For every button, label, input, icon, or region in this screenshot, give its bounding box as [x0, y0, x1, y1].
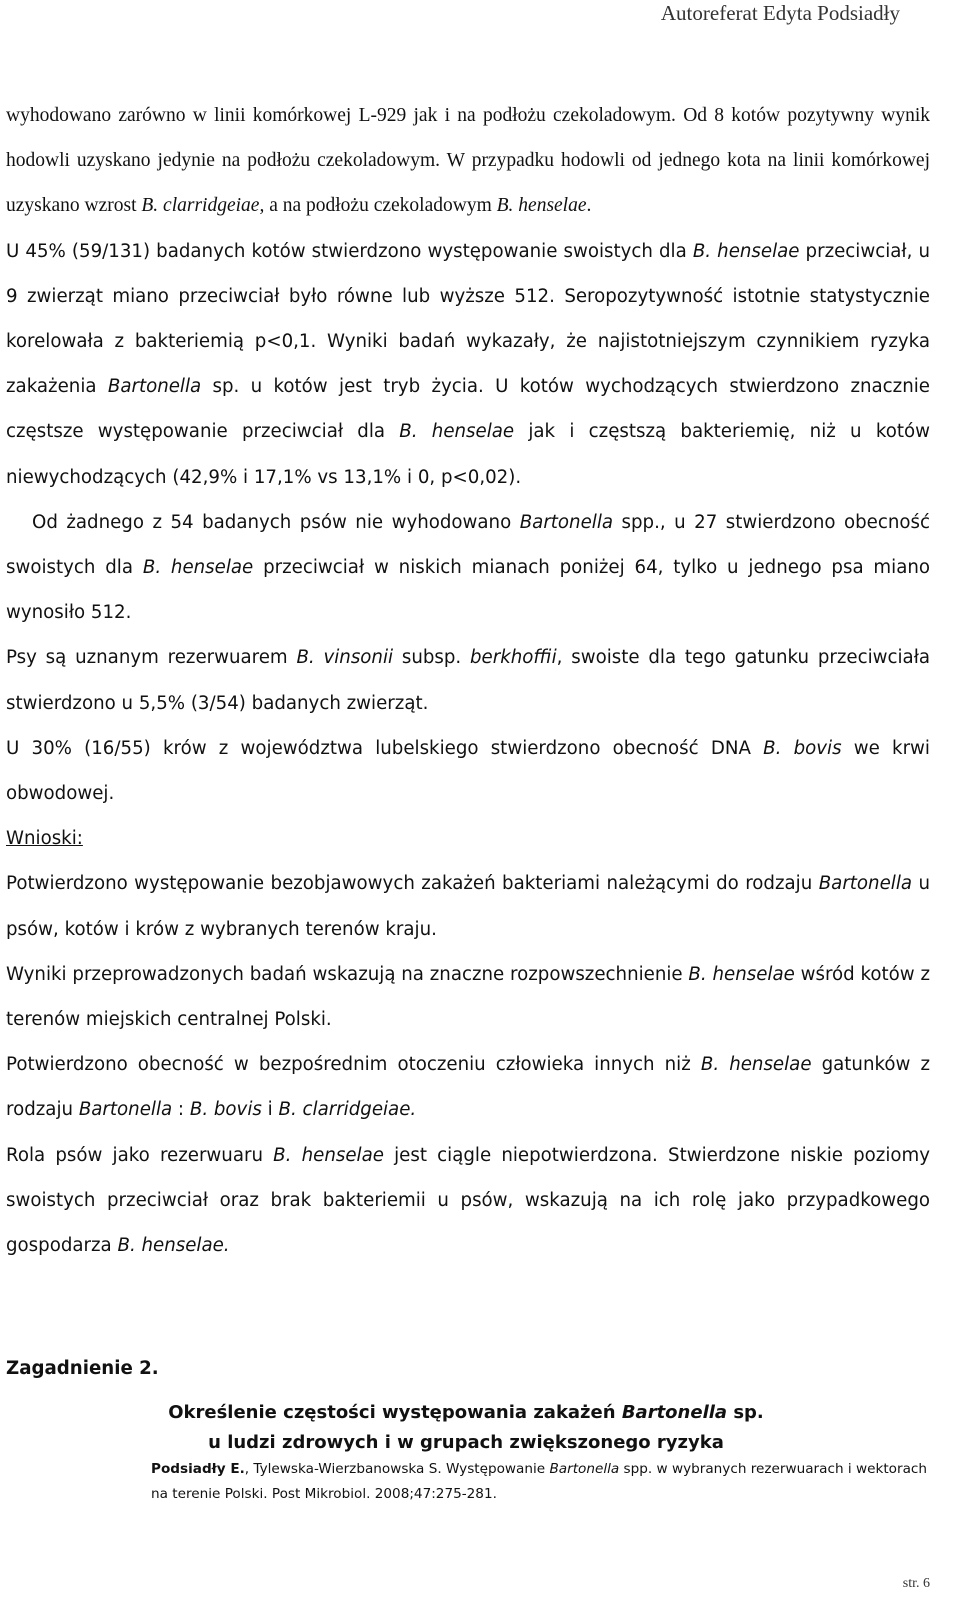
text-segment: sp.: [727, 1402, 764, 1423]
text-segment: sp. u kotów jest tryb życia. U kotów wychodzących stwierdzono znacznie częstsze występowanie przeciwciał dla: [6, 376, 930, 443]
topic-heading: [0, 1398, 932, 1458]
species-name: B. henselae: [496, 195, 587, 217]
text-segment: przeciwciał, u 9 zwierząt miano przeciwciał było równe lub wyższe 512. Seropozytywność istotnie statystycznie korelowała z bakteriemią p<0,1. Wyniki badań wykazały, że najistotniejszym czynnikiem ryzyka zakażenia: [6, 240, 930, 398]
text-segment: Określenie częstości występowania zakażeń: [168, 1402, 622, 1423]
conclusion-1: [6, 861, 930, 951]
text-segment: Od żadnego z 54 badanych psów nie wyhodowano: [32, 511, 520, 533]
genus-name: Bartonella: [78, 1099, 173, 1121]
text-segment: spp. w wybranych rezerwuarach i wektorach na terenie Polski. Post Mikrobiol. 2008;47:275-281.: [151, 1461, 927, 1502]
publication-reference: [151, 1457, 931, 1507]
text-segment: :: [172, 1099, 190, 1121]
topic-line-2: u ludzi zdrowych i w grupach zwiększonego ryzyka: [208, 1432, 724, 1453]
text-segment: .: [586, 195, 592, 217]
species-name: B. henselae: [692, 240, 800, 262]
reference-author: Podsiadły E.: [151, 1461, 245, 1477]
species-name: B. henselae: [142, 557, 254, 579]
paragraph-cat-serology: [6, 229, 930, 500]
text-segment: we krwi obwodowej.: [6, 737, 930, 805]
text-segment: Wyniki przeprowadzonych badań wskazują na znaczne rozpowszechnienie: [6, 963, 689, 985]
text-segment: jak i częstszą bakteriemię, niż u kotów niewychodzących (42,9% i 17,1% vs 13,1% i 0, p<0,02).: [6, 421, 930, 488]
species-name: B. henselae: [688, 963, 795, 985]
page-number: str. 6: [902, 1576, 930, 1591]
text-segment: U 30% (16/55) krów z województwa lubelskiego stwierdzono obecność DNA: [6, 737, 764, 759]
text-segment: i: [261, 1099, 279, 1121]
text-segment: Potwierdzono obecność w bezpośrednim otoczeniu człowieka innych niż: [6, 1054, 701, 1076]
paragraph-dog-reservoir: [6, 635, 930, 725]
text-segment: wśród kotów z terenów miejskich centralnej Polski.: [6, 963, 931, 1031]
paragraph-cow-results: [6, 726, 930, 816]
conclusion-4: [6, 1133, 930, 1269]
genus-name: Bartonella: [621, 1402, 728, 1423]
species-name: B. clarridgeiae.: [278, 1099, 417, 1121]
running-header: Autoreferat Edyta Podsiadły: [660, 1, 900, 25]
text-segment: subsp.: [393, 647, 471, 669]
text-segment: gatunków z rodzaju: [6, 1054, 930, 1121]
text-segment: U 45% (59/131) badanych kotów stwierdzono występowanie swoistych dla: [6, 240, 693, 262]
paragraph-dog-results: [6, 500, 930, 636]
text-segment: u psów, kotów i krów z wybranych terenów kraju.: [6, 873, 931, 940]
text-segment: Psy są uznanym rezerwuarem: [6, 647, 297, 669]
text-segment: Potwierdzono występowanie bezobjawowych zakażeń bakteriami należącymi do rodzaju: [6, 873, 819, 895]
text-segment: jest ciągle niepotwierdzona. Stwierdzone niskie poziomy swoistych przeciwciał oraz brak bakteriemii u psów, wskazują na ich rolę jako przypadkowego gospodarza: [6, 1144, 930, 1257]
section-title: Zagadnienie 2.: [6, 1358, 159, 1379]
species-name: B. henselae.: [117, 1235, 230, 1257]
text-segment: , swoiste dla tego gatunku przeciwciała stwierdzono u 5,5% (3/54) badanych zwierząt.: [6, 647, 931, 714]
species-name: B. henselae: [700, 1054, 812, 1076]
text-segment: przeciwciał w niskich mianach poniżej 64, tylko u jednego psa miano wynosiło 512.: [6, 557, 930, 624]
text-segment: spp., u 27 stwierdzono obecność swoistych dla: [6, 511, 931, 579]
species-name: B. clarridgeiae,: [141, 195, 265, 217]
species-name: B. bovis: [763, 737, 842, 759]
paragraph-culture-results: [6, 93, 930, 229]
species-name: B. henselae: [399, 421, 515, 443]
genus-name: Bartonella: [519, 511, 614, 533]
text-segment: , Tylewska-Wierzbanowska S. Występowanie: [244, 1461, 550, 1477]
text-segment: a na podłożu czekoladowym: [264, 195, 497, 217]
text-segment: wyhodowano zarówno w linii komórkowej L-929 jak i na podłożu czekoladowym. Od 8 kotów pozytywny wynik hodowli uzyskano jedynie na podłożu czekoladowym. W przypadku hodowli od jednego kota na linii komórkowej uzyskano wzrost: [6, 105, 930, 217]
conclusions-heading: Wnioski:: [6, 828, 83, 850]
topic-line-1: [0, 1398, 932, 1428]
conclusion-3: [6, 1042, 930, 1132]
subspecies-name: berkhoffii: [470, 647, 557, 669]
species-name: B. henselae: [273, 1144, 384, 1166]
genus-name: Bartonella: [818, 873, 913, 895]
genus-name: Bartonella: [107, 376, 202, 398]
species-name: B. vinsonii: [296, 647, 394, 669]
body-text: [6, 93, 930, 1268]
conclusion-2: [6, 952, 930, 1042]
species-name: B. bovis: [189, 1099, 262, 1121]
genus-name: Bartonella: [549, 1461, 620, 1477]
text-segment: Rola psów jako rezerwuaru: [6, 1144, 274, 1166]
